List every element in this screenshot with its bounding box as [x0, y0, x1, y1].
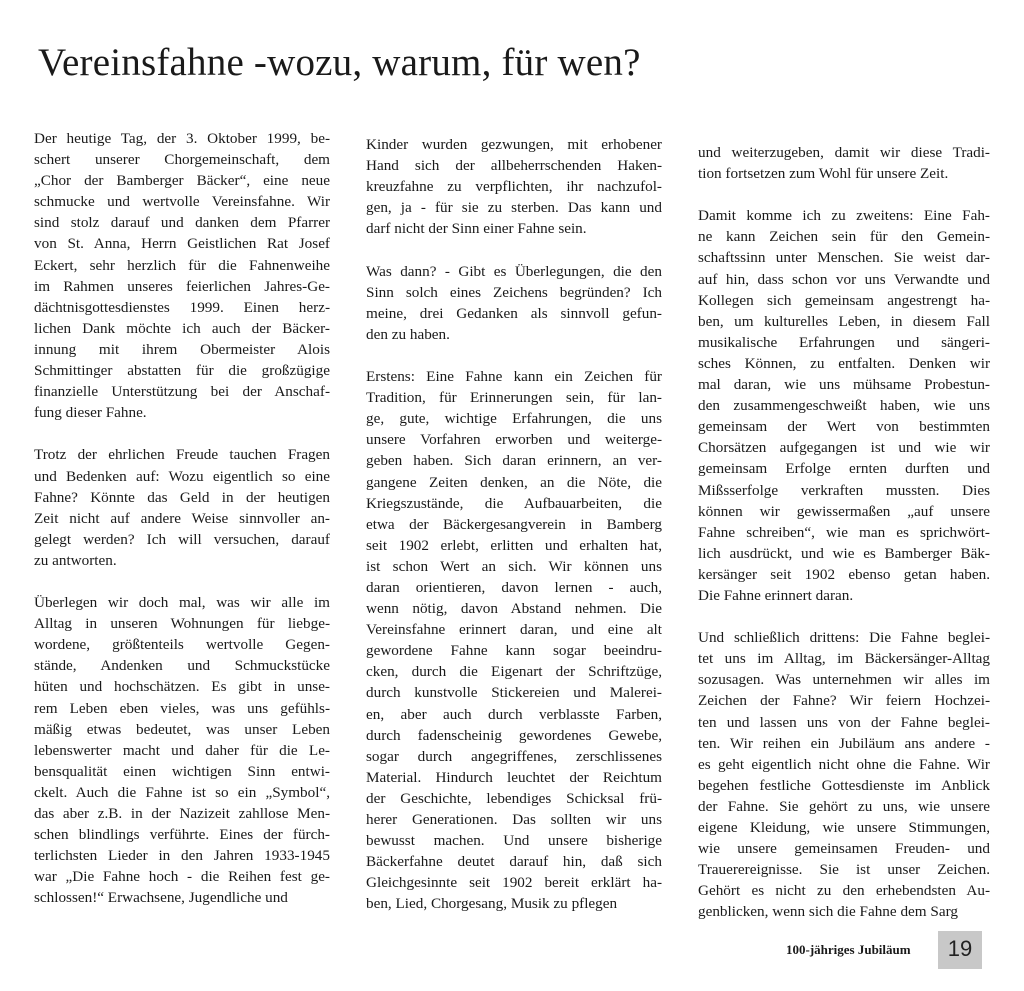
text-line: Gehört es nicht zu den erhebendsten Au- — [698, 882, 990, 900]
page-number: 19 — [938, 931, 982, 969]
text-line: Bäckerfahne deutet darauf hin, daß sich — [366, 853, 662, 871]
text-line: darf nicht der Sinn einer Fahne sein. — [366, 220, 587, 238]
text-line: ten. Wir reihen ein Jubiläum ans andere - — [698, 734, 990, 752]
text-line: bensqualität einen wichtigen Sinn entwi- — [34, 762, 330, 780]
text-line: Was dann? - Gibt es Überlegungen, die den — [366, 262, 662, 280]
text-line: meine, drei Gedanken als sinnvoll gefun- — [366, 304, 662, 322]
text-line: ge, gute, wichtige Erfahrungen, die uns — [366, 410, 662, 428]
text-line: Kinder wurden gezwungen, mit erhobener — [366, 136, 662, 153]
text-line: Schmittinger abstatten für die großzügige — [34, 362, 330, 380]
text-line: innung mit ihrem Obermeister Alois — [34, 340, 330, 358]
text-line: sogar durch angegriffenes, zerschlissenes — [366, 747, 662, 765]
paragraph — [34, 444, 330, 571]
text-line: mäßig etwas bedeutet, was unser Leben — [34, 720, 330, 738]
text-line: den zusammengeschweißt haben, wie uns — [698, 397, 990, 415]
text-line: können wir gewissermaßen „auf unsere — [698, 502, 990, 520]
text-line: der Fahne. Sie gehört zu uns, wie unsere — [698, 797, 990, 815]
text-line: Mißsserfolge verkraften mussten. Dies — [698, 481, 990, 499]
text-line: wenn nötig, davon Abstand nehmen. Die — [366, 600, 662, 618]
text-line: auf hin, dass schon vor uns Verwandte und — [698, 270, 990, 288]
footer-label: 100-jähriges Jubiläum — [786, 942, 911, 957]
text-line: Damit komme ich zu zweitens: Eine Fah- — [698, 207, 990, 225]
text-line: wordene, größtenteils wertvolle Gegen- — [34, 636, 330, 654]
text-line: unsere Vorfahren erworben und weiterge- — [366, 431, 662, 449]
text-line: herer Generationen. Das sollten wir uns — [366, 811, 662, 828]
paragraph — [34, 592, 330, 908]
text-line: Tradition, für Erinnerungen sein, für lan- — [366, 389, 662, 407]
text-line: Kollegen sich gemeinsam angestrengt ha- — [698, 291, 990, 309]
text-line: geben haben. Sich daran erinnern, an ver- — [366, 452, 662, 470]
text-line: Alltag in unseren Wohnungen für liebge- — [34, 615, 330, 633]
text-line: wie unsere gemeinsamen Freuden- und — [698, 840, 990, 858]
text-line: Und schließlich drittens: Die Fahne beglei- — [698, 629, 990, 647]
text-line: Fahne? Könnte das Geld in der heutigen — [34, 488, 330, 506]
paragraph — [698, 142, 990, 184]
text-line: ten und lassen uns von der Fahne beglei- — [698, 713, 990, 731]
text-line: musikalische Erfahrungen und sängeri- — [698, 333, 990, 351]
text-line: daran orientieren, davon lernen - auch, — [366, 578, 662, 596]
text-column-2 — [366, 134, 662, 936]
text-line: Kriegszustände, die Aufbauarbeiten, die — [366, 494, 662, 512]
text-line: gangene Zeiten denken, an die Nöte, die — [366, 473, 662, 491]
text-line: durch fadenscheinig gewordenes Gewebe, — [366, 726, 662, 744]
text-line: sind stolz darauf und danken dem Pfarrer — [34, 214, 330, 232]
text-line: stände, Andenken und Schmuckstücke — [34, 657, 330, 675]
text-line: dächtnisgottesdienstes 1999. Einen herz- — [34, 298, 330, 316]
page-title: Vereinsfahne -wozu, warum, für wen? — [38, 41, 641, 84]
text-line: zu antworten. — [34, 551, 117, 569]
text-line: es geht eigentlich nicht ohne die Fahne. Wir — [698, 755, 990, 773]
text-line: schmucke und wertvolle Vereinsfahne. Wir — [34, 193, 330, 211]
text-line: terlichsten Lieder in den Jahren 1933-1945 — [34, 847, 330, 865]
text-line: genblicken, wenn sich die Fahne dem Sarg — [698, 903, 958, 921]
text-line: bewusst machen. Und unsere bisherige — [366, 832, 662, 850]
text-line: Gleichgesinnte seit 1902 bereit erklärt ha- — [366, 874, 662, 892]
text-line: im Rahmen unseres feierlichen Jahres-Ge- — [34, 277, 330, 295]
text-line: gelegt werden? Ich will versuchen, darauf — [34, 530, 330, 548]
text-line: cken, durch die Eigenart der Schriftzüge, — [366, 663, 662, 681]
text-column-3 — [698, 142, 990, 944]
text-line: von St. Anna, Herrn Geistlichen Rat Josef — [34, 235, 330, 253]
text-line: mal daran, wie uns mühsame Probestun- — [698, 376, 990, 394]
text-line: ben, Lied, Chorgesang, Musik zu pflegen — [366, 895, 618, 913]
text-line: „Chor der Bamberger Bäcker“, eine neue — [34, 172, 330, 190]
text-line: ckelt. Auch die Fahne ist so ein „Symbol“, — [34, 783, 330, 801]
text-line: Fahne schreiben“, wie man es sprichwört- — [698, 523, 990, 541]
text-line: Erstens: Eine Fahne kann ein Zeichen für — [366, 368, 662, 386]
text-line: Der heutige Tag, der 3. Oktober 1999, be- — [34, 130, 330, 147]
text-line: sozusagen. Was unternehmen wir alles im — [698, 671, 990, 689]
paragraph — [366, 366, 662, 914]
text-line: Vereinsfahne erinnert daran, und eine alt — [366, 621, 662, 639]
text-line: Hand sich der allbeherrschenden Haken- — [366, 157, 662, 175]
text-line: kreuzfahne zu verpflichten, ihr nachzufol- — [366, 178, 662, 196]
text-line: Chorsätzen aufgegangen ist und wie wir — [698, 439, 990, 457]
paragraph — [698, 627, 990, 922]
paragraph — [698, 205, 990, 606]
text-line: Überlegen wir doch mal, was wir alle im — [34, 594, 330, 612]
text-line: der Geschichte, lebendiges Schicksal frü- — [366, 789, 662, 807]
text-line: tion fortsetzen zum Wohl für unsere Zeit. — [698, 165, 949, 183]
text-line: schen blindlings verführte. Eines der fürch- — [34, 826, 330, 844]
text-line: etwa der Bäckergesangverein in Bamberg — [366, 515, 662, 533]
text-line: sches Können, zu entfalten. Denken wir — [698, 354, 990, 372]
paragraph — [366, 134, 662, 239]
text-line: durch kunstvolle Stickereien und Malerei- — [366, 684, 662, 702]
text-line: das aber z.B. in der Nazizeit zahllose Men- — [34, 805, 330, 822]
text-line: eigene Kleidung, wie unsere Stimmungen, — [698, 819, 990, 836]
text-line: schert unserer Chorgemeinschaft, dem — [34, 151, 330, 169]
text-line: Sinn solch eines Zeichens begründen? Ich — [366, 283, 662, 301]
text-line: kersänger seit 1902 ebenso getan haben. — [698, 565, 990, 583]
text-line: Zeichen der Fahne? Wir feiern Hochzei- — [698, 692, 990, 710]
text-line: hüten und hochschätzen. Es gibt in unse- — [34, 678, 330, 696]
text-line: war „Die Fahne hoch - die Reihen fest ge- — [34, 868, 330, 886]
text-line: schlossen!“ Erwachsene, Jugendliche und — [34, 889, 288, 907]
text-line: Material. Hindurch leuchtet der Reichtum — [366, 768, 662, 786]
text-line: ne kann Zeichen sein für den Gemein- — [698, 228, 990, 246]
text-line: begehen festliche Gottesdienste im Anblick — [698, 776, 990, 794]
text-line: Trauerereignisse. Sie ist unser Zeichen. — [698, 861, 990, 879]
text-line: und Bedenken auf: Wozu eigentlich so eine — [34, 467, 330, 485]
text-line: ist schon Wert an sich. Wir können uns — [366, 557, 662, 575]
text-line: den zu haben. — [366, 325, 450, 343]
text-line: gewordene Fahne kann sogar beeindru- — [366, 642, 662, 660]
text-line: en, aber auch durch verblasste Farben, — [366, 705, 662, 723]
text-line: finanzielle Unterstützung bei der Anschaf- — [34, 383, 330, 401]
paragraph — [366, 261, 662, 345]
paragraph — [34, 128, 330, 423]
text-line: tet uns im Alltag, im Bäckersänger-Alltag — [698, 650, 990, 668]
text-line: Die Fahne erinnert daran. — [698, 586, 854, 604]
text-line: gemeinsam der Wert von bestimmten — [698, 418, 990, 436]
text-line: lich ausdrückt, und wie es Bamberger Bäk- — [698, 544, 990, 562]
text-line: lichen Dank möchte ich auch der Bäcker- — [34, 319, 330, 337]
text-line: Trotz der ehrlichen Freude tauchen Fragen — [34, 446, 330, 464]
text-line: gen, ja - für sie zu sterben. Das kann und — [366, 199, 662, 217]
text-column-1 — [34, 128, 330, 930]
text-line: schaftssinn unter Menschen. Sie weist dar- — [698, 249, 990, 267]
text-line: gemeinsam Erfolge ernten durften und — [698, 460, 990, 478]
text-line: lebenswerter macht und daher für die Le- — [34, 741, 330, 759]
text-line: und weiterzugeben, damit wir diese Tradi- — [698, 144, 990, 161]
text-line: ben, um kulturelles Leben, in diesem Fall — [698, 312, 990, 330]
text-line: Eckert, sehr herzlich für die Fahnenweihe — [34, 256, 330, 274]
text-line: fung dieser Fahne. — [34, 404, 147, 422]
text-line: Zeit nicht auf andere Weise sinnvoller an- — [34, 509, 330, 527]
text-line: seit 1902 erlebt, erlitten und erhalten hat, — [366, 536, 662, 554]
text-line: rem Leben eben vieles, was uns gefühls- — [34, 699, 330, 717]
